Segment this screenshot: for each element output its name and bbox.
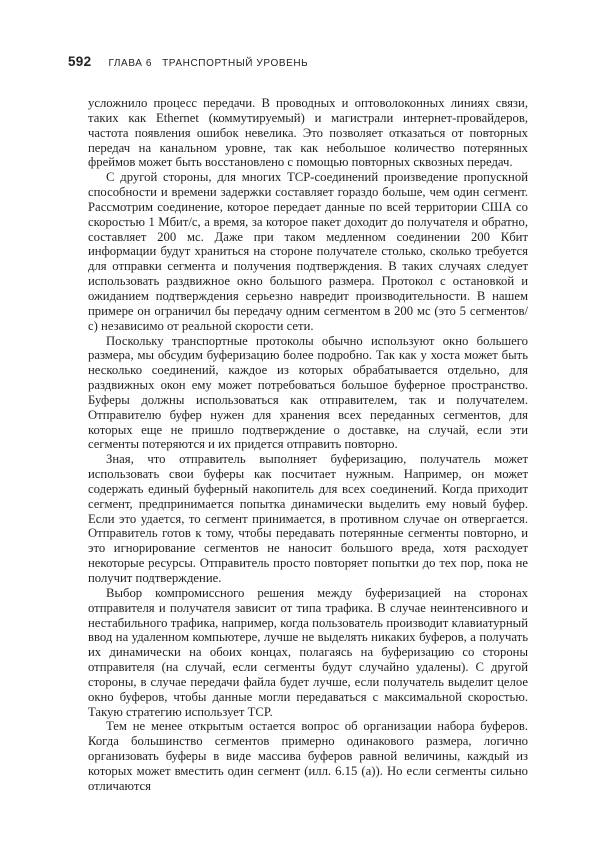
paragraph: Тем не менее открытым остается вопрос об организации набора буферов. Когда большинство сегментов примерно одинакового размера, логично организовать буферы в виде массива буферов равной величины, каждый из которых может вместить один сегмент (илл. 6.15 (а)). Но если сегменты сильно отличаются [88,719,528,793]
chapter-title: ТРАНСПОРТНЫЙ УРОВЕНЬ [162,58,309,69]
running-header [68,54,528,72]
paragraph: Поскольку транспортные протоколы обычно используют окно большего размера, мы обсудим буферизацию более подробно. Так как у хоста может быть несколько соединений, каждое из которых обрабатывается отдельно, для раздвижных окон ему может потребоваться большое буферное пространство. Буферы должны использоваться как отправителем, так и получателем. Отправителю буфер нужен для хранения всех переданных сегментов, для которых еще не пришло подтверждение о доставке, на случай, если эти сегменты потеряются и их придется отправить повторно. [88,333,528,452]
chapter-label: ГЛАВА 6 [108,58,153,69]
page-number: 592 [68,54,92,69]
body-text [88,96,528,794]
paragraph: Выбор компромиссного решения между буферизацией на сторонах отправителя и получателя зависит от типа трафика. В случае неинтенсивного и нестабильного трафика, например, когда пользователь производит клавиатурный ввод на удаленном компьютере, лучше не выделять никаких буферов, а получать их динамически на обоих концах, полагаясь на буферизацию со стороны отправителя (на случай, если сегменты будут случайно удалены). С другой стороны, в случае передачи файла будет лучше, если получатель выделит целое окно буферов, чтобы данные могли передаваться с максимальной скоростью. Такую стратегию использует TCP. [88,585,528,719]
paragraph: С другой стороны, для многих TCP-соединений произведение пропускной способности и времени задержки составляет гораздо больше, чем один сегмент. Рассмотрим соединение, которое передает данные по всей территории США со скоростью 1 Мбит/с, а время, за которое пакет доходит до получателя и обратно, составляет 200 мс. Даже при таком медленном соединении 200 Кбит информации будут храниться на стороне получателе столько, сколько требуется для отправки сегмента и получения подтверждения. В таких случаях следует использовать раздвижное окно большого размера. Протокол с остановкой и ожиданием подтверждения серьезно навредит производительности. В нашем примере он ограничил бы передачу одним сегментом в 200 мс (это 5 сегментов/с) независимо от реальной скорости сети. [88,170,528,333]
paragraph: Зная, что отправитель выполняет буферизацию, получатель может использовать свои буферы как посчитает нужным. Например, он может содержать единый буферный накопитель для всех соединений. Когда приходит сегмент, предпринимается попытка динамически выделить ему новый буфер. Если это удается, то сегмент принимается, в противном случае он отвергается. Отправитель готов к тому, чтобы передавать потерянные сегменты повторно, и это игнорирование сегментов не наносит большого вреда, хотя расходует некоторые ресурсы. Отправитель просто повторяет попытки до тех пор, пока не получит подтверждение. [88,452,528,585]
paragraph-continued: усложнило процесс передачи. В проводных и оптоволоконных линиях связи, таких как Ethernet (коммутируемый) и магистрали интернет-провайдеров, частота появления ошибок невелика. Это позволяет отказаться от повторных передач на канальном уровне, так как небольшое количество потерянных фреймов может быть восстановлено с помощью повторных сквозных передач. [88,96,528,170]
